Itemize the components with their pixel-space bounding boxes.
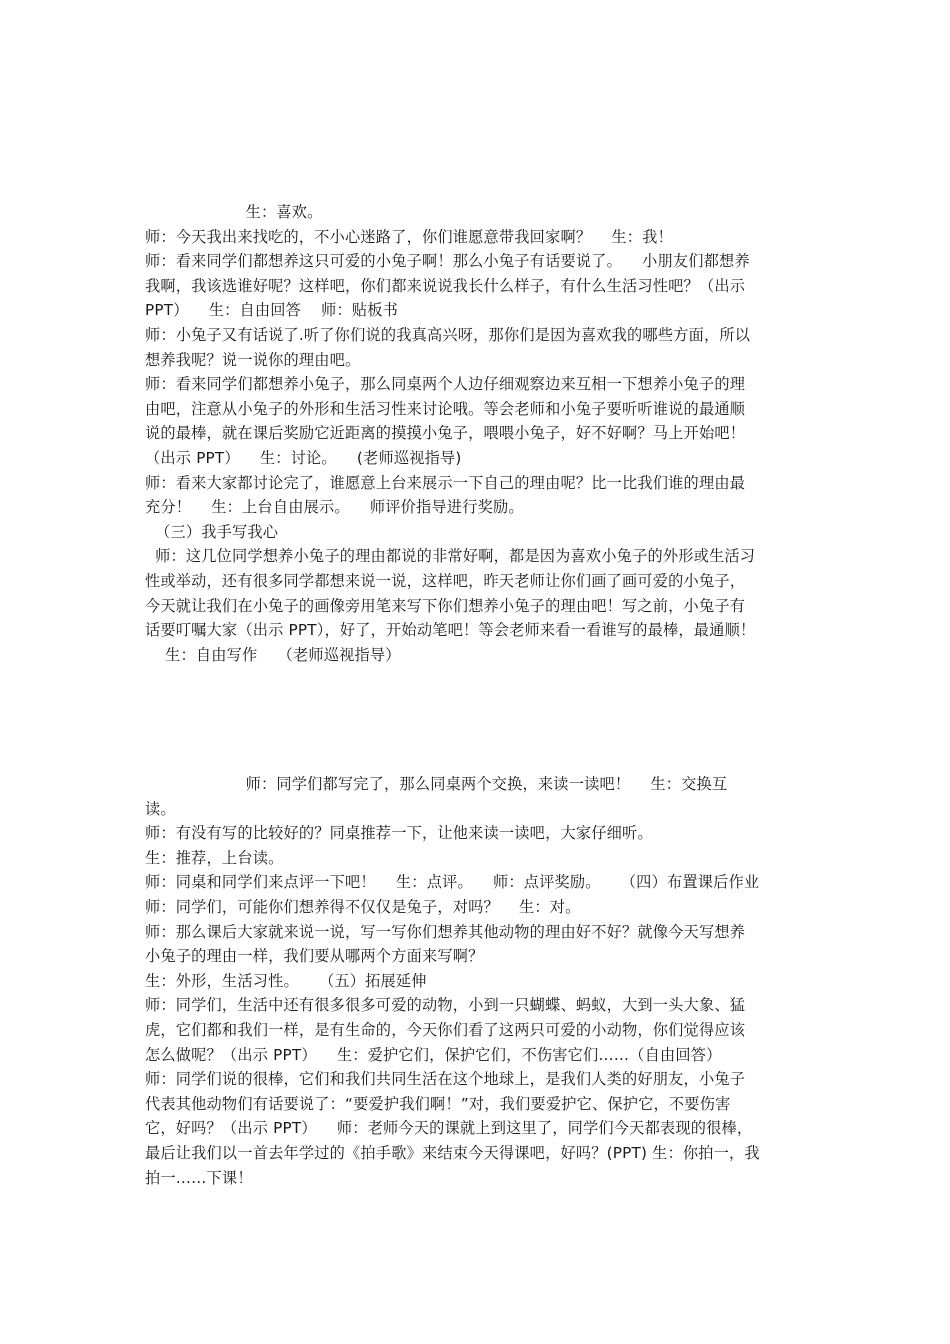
text-line: 话要叮嘱大家（出示 PPT），好了，开始动笔吧！等会老师来看一看谁写的最棒，最通顺！ — [145, 621, 756, 640]
text-line: 生：喜欢。 — [145, 203, 323, 221]
text-line: 生：推荐，上台读。 — [145, 848, 284, 867]
text-line: 说的最棒，就在课后奖励它近距离的摸摸小兔子，喂喂小兔子，好不好啊？马上开始吧！ — [145, 424, 746, 443]
text-line: 师：看来同学们都想养这只可爱的小兔子啊！那么小兔子有话要说了。 小朋友们都想养 — [145, 252, 750, 271]
text-line: 它，好吗？（出示 PPT） 师：老师今天的课就上到这里了，同学们今天都表现的很棒， — [145, 1119, 753, 1138]
text-line: 师：同学们，可能你们想养得不仅仅是兔子，对吗？ 生：对。 — [145, 897, 581, 916]
text-line: 师：同桌和同学们来点评一下吧！ 生：点评。 师：点评奖励。 （四）布置课后作业 — [145, 873, 760, 892]
text-line: 充分！ 生：上台自由展示。 师评价指导进行奖励。 — [145, 498, 524, 517]
lesson-text-block-1 — [145, 200, 817, 667]
text-line: 生：外形，生活习性。 （五）拓展延伸 — [145, 971, 427, 990]
text-line: （出示 PPT） 生：讨论。 (老师巡视指导) — [145, 448, 462, 467]
text-line: 师：同学们说的很棒，它们和我们共同生活在这个地球上，是我们人类的好朋友，小兔子 — [145, 1070, 746, 1089]
text-line: 读。 — [145, 799, 176, 818]
text-line: 师：看来同学们都想养小兔子，那么同桌两个人边仔细观察边来互相一下想养小兔子的理 — [145, 375, 746, 394]
text-line: 师：小兔子又有话说了.听了你们说的我真高兴呀，那你们是因为喜欢我的哪些方面，所以 — [145, 325, 751, 344]
text-line: 小兔子的理由一样，我们要从哪两个方面来写啊？ — [145, 947, 484, 966]
text-line: 拍一……下课！ — [145, 1168, 253, 1187]
text-line: 虎，它们都和我们一样，是有生命的，今天你们看了这两只可爱的小动物，你们觉得应该 — [145, 1020, 746, 1039]
text-line: 想养我呢？说一说你的理由吧。 — [145, 350, 361, 369]
text-line: 由吧，注意从小兔子的外形和生活习性来讨论哦。等会老师和小兔子要听听谁说的最通顺 — [145, 399, 746, 418]
text-line: 师：今天我出来找吃的，不小心迷路了，你们谁愿意带我回家啊？ 生：我！ — [145, 227, 673, 246]
text-line: 师：同学们都写完了，那么同桌两个交换，来读一读吧！ 生：交换互 — [145, 775, 728, 793]
text-line: 师：有没有写的比较好的？同桌推荐一下，让他来读一读吧，大家仔细听。 — [145, 824, 653, 843]
text-line: 师：同学们，生活中还有很多很多可爱的动物，小到一只蝴蝶、蚂蚁，大到一头大象、猛 — [145, 996, 746, 1015]
lesson-text-block-2 — [145, 772, 817, 1190]
text-line: 今天就让我们在小兔子的画像旁用笔来写下你们想养小兔子的理由吧！写之前，小兔子有 — [145, 596, 746, 615]
text-line: 师：那么课后大家就来说一说，写一写你们想养其他动物的理由好不好？就像今天写想养 — [145, 922, 746, 941]
text-line: 最后让我们以一首去年学过的《拍手歌》来结束今天得课吧，好吗？(PPT) 生：你拍一，我 — [145, 1143, 760, 1162]
text-line: PPT） 生：自由回答 师：贴板书 — [145, 301, 399, 320]
text-line: 性或举动，还有很多同学都想来说一说，这样吧，昨天老师让你们画了画可爱的小兔子， — [145, 571, 746, 590]
text-line: 生：自由写作 （老师巡视指导） — [145, 645, 401, 664]
text-line: 师：这几位同学想养小兔子的理由都说的非常好啊，都是因为喜欢小兔子的外形或生活习 — [145, 547, 756, 566]
text-line: 代表其他动物们有话要说了：“要爱护我们啊！”对，我们要爱护它、保护它，不要伤害 — [145, 1094, 731, 1113]
text-line: 师：看来大家都讨论完了，谁愿意上台来展示一下自己的理由呢？比一比我们谁的理由最 — [145, 473, 746, 492]
text-line: 我啊，我该选谁好呢？这样吧，你们都来说说我长什么样子，有什么生活习性吧？（出示 — [145, 276, 746, 295]
section-heading: （三）我手写我心 — [145, 522, 279, 541]
text-line: 怎么做呢？（出示 PPT） 生：爱护它们，保护它们，不伤害它们……（自由回答） — [145, 1045, 722, 1064]
